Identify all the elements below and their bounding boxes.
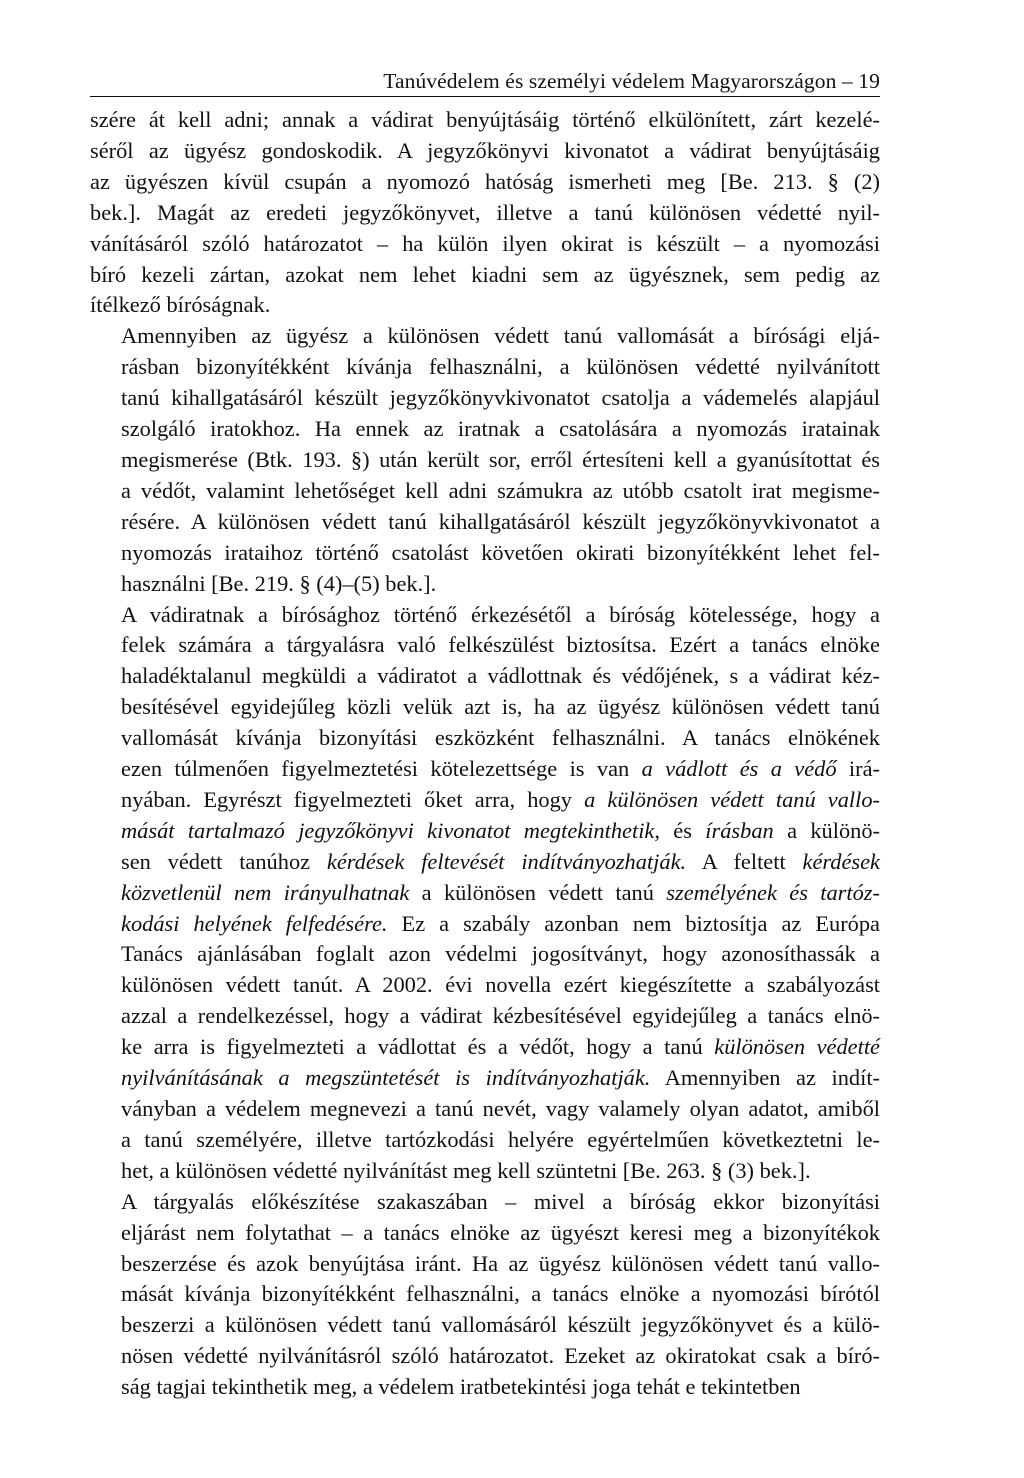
text-line xyxy=(90,1249,880,1280)
paragraph xyxy=(90,1187,880,1403)
paragraph xyxy=(90,600,880,1187)
text-run: a különösen védett tanú xyxy=(409,879,667,905)
text-run: eljárást nem folytathat – a tanács elnöke az ügyészt keresi meg a bizonyítékok xyxy=(121,1219,880,1245)
text-line xyxy=(90,600,880,631)
text-run: kérdések xyxy=(802,848,880,874)
text-line xyxy=(90,816,880,847)
text-line xyxy=(90,785,880,816)
text-line xyxy=(90,383,880,414)
text-line xyxy=(90,136,880,167)
text-run: személyének és tartóz- xyxy=(666,879,880,905)
text-line xyxy=(90,1032,880,1063)
text-line xyxy=(90,1094,880,1125)
text-line xyxy=(90,1187,880,1218)
text-run: írásban xyxy=(705,817,774,843)
text-line xyxy=(90,321,880,352)
text-run: nyomozás irataihoz történő csatolást követően okirati bizonyítékként lehet fel- xyxy=(121,539,880,565)
text-run: bek.]. Magát az eredeti jegyzőkönyvet, illetve a tanú különösen védetté nyil- xyxy=(90,199,880,225)
text-line xyxy=(90,847,880,878)
text-line xyxy=(90,909,880,940)
text-line xyxy=(90,476,880,507)
text-run: nösen védetté nyilvánításról szóló határozatot. Ezeket az okiratokat csak a bíró- xyxy=(121,1343,880,1369)
text-line xyxy=(90,939,880,970)
text-run: közvetlenül nem irányulhatnak xyxy=(121,879,410,905)
text-line xyxy=(90,1001,880,1032)
text-line xyxy=(90,229,880,260)
running-header xyxy=(90,66,880,97)
text-line xyxy=(90,105,880,136)
text-run: ezen túlmenően figyelmeztetési kötelezettsége is van xyxy=(121,756,642,782)
text-line xyxy=(90,661,880,692)
text-run: kérdések feltevését indítványozhatják. xyxy=(326,848,687,874)
text-run: haladéktalanul megküldi a vádiratot a vádlottnak és védőjének, s a vádirat kéz- xyxy=(121,663,880,689)
text-run: azzal a rendelkezéssel, hogy a vádirat kézbesítésével egyidejűleg a tanács elnö- xyxy=(121,1003,880,1029)
text-run: a különö- xyxy=(773,817,880,843)
text-run: ság tagjai tekinthetik meg, a védelem iratbetekintési joga tehát e tekintetben xyxy=(121,1374,801,1400)
paragraph xyxy=(90,321,880,599)
text-run: nyában. Egyrészt figyelmezteti őket arra, hogy xyxy=(121,786,585,812)
page-number: 19 xyxy=(858,69,880,93)
text-run: bíró kezeli zártan, azokat nem lehet kiadni sem az ügyésznek, sem pedig az xyxy=(90,261,880,287)
text-run: a különösen védett tanú vallo- xyxy=(584,786,881,812)
text-run: használni [Be. 219. § (4)–(5) bek.]. xyxy=(121,570,437,596)
text-line xyxy=(90,1310,880,1341)
text-run: vánításáról szóló határozatot – ha külön ilyen okirat is készült – a nyomozási xyxy=(90,230,880,256)
text-run: az ügyészen kívül csupán a nyomozó hatóság ismerheti meg [Be. 213. § (2) xyxy=(90,168,880,194)
text-line xyxy=(90,692,880,723)
text-line xyxy=(90,754,880,785)
text-line xyxy=(90,1341,880,1372)
body-text xyxy=(90,105,880,1403)
text-line xyxy=(90,1063,880,1094)
text-run: Ez a szabály azonban nem biztosítja az Európa xyxy=(387,910,880,936)
text-line xyxy=(90,260,880,291)
text-line xyxy=(90,1125,880,1156)
text-line xyxy=(90,569,880,600)
text-run: beszerzi a különösen védett tanú vallomásáról készült jegyzőkönyvet és a külö- xyxy=(121,1312,880,1338)
text-run: Tanács ajánlásában foglalt azon védelmi jogosítványt, hogy azonosíthassák a xyxy=(121,941,880,967)
text-run: különösen védetté xyxy=(714,1034,880,1060)
text-line xyxy=(90,630,880,661)
text-run: felek számára a tárgyalásra való felkészülést biztosítsa. Ezért a tanács elnöke xyxy=(121,632,880,658)
text-line xyxy=(90,445,880,476)
text-run: A tárgyalás előkészítése szakaszában – mivel a bíróság ekkor bizonyítási xyxy=(121,1188,880,1214)
text-run: A vádiratnak a bírósághoz történő érkezésétől a bíróság kötelessége, hogy a xyxy=(121,601,880,627)
text-run: ványban a védelem megnevezi a tanú nevét, vagy valamely olyan adatot, amiből xyxy=(121,1096,880,1121)
text-line xyxy=(90,290,880,321)
text-run: Amennyiben az ügyész a különösen védett tanú vallomását a bírósági eljá- xyxy=(121,323,880,349)
text-line xyxy=(90,414,880,445)
text-line xyxy=(90,352,880,383)
text-run: het, a különösen védetté nyilvánítást meg kell szüntetni [Be. 263. § (3) bek.]. xyxy=(121,1157,811,1183)
text-line xyxy=(90,167,880,198)
text-run: vallomását kívánja bizonyítási eszközként felhasználni. A tanács elnökének xyxy=(121,725,880,751)
text-run: tanú kihallgatásáról készült jegyzőkönyvkivonatot csatolja a vádemelés alapjául xyxy=(121,385,880,411)
text-run: nyilvánításának a megszüntetését is indítványozhatják. xyxy=(121,1065,651,1091)
text-run: szolgáló iratokhoz. Ha ennek az iratnak a csatolására a nyomozás iratainak xyxy=(121,416,880,442)
text-line xyxy=(90,1156,880,1187)
text-line xyxy=(90,507,880,538)
text-run: résére. A különösen védett tanú kihallgatásáról készült jegyzőkönyvkivonatot a xyxy=(121,508,880,534)
text-run: megismerése (Btk. 193. §) után került sor, erről értesíteni kell a gyanúsítottat és xyxy=(121,446,880,472)
text-line xyxy=(90,723,880,754)
text-run: ítélkező bíróságnak. xyxy=(90,292,271,318)
text-run: szére át kell adni; annak a vádirat benyújtásáig történő elkülönített, zárt kezelé- xyxy=(90,107,880,132)
text-line xyxy=(90,1218,880,1249)
text-run: mását kívánja bizonyítékként felhasználni, a tanács elnöke a nyomozási bírótól xyxy=(121,1281,880,1307)
text-line xyxy=(90,1372,880,1403)
text-line xyxy=(90,970,880,1001)
book-page xyxy=(90,66,880,1403)
text-run: rásban bizonyítékként kívánja felhasználni, a különösen védetté nyilvánított xyxy=(121,354,880,380)
text-run: irá- xyxy=(836,756,880,782)
text-line xyxy=(90,538,880,569)
running-header-title: Tanúvédelem és személyi védelem Magyarországon xyxy=(383,69,837,93)
text-run: séről az ügyész gondoskodik. A jegyzőkönyvi kivonatot a vádirat benyújtásáig xyxy=(90,137,880,163)
text-run: sen védett tanúhoz xyxy=(121,848,327,874)
text-run: A feltett xyxy=(686,848,803,874)
text-run: kodási helyének felfedésére. xyxy=(121,910,388,936)
text-run: , és xyxy=(654,817,706,843)
paragraph xyxy=(90,105,880,321)
text-run: mását tartalmazó jegyzőkönyvi kivonatot megtekinthetik xyxy=(121,817,655,843)
text-line xyxy=(90,1279,880,1310)
text-run: a vádlott és a védő xyxy=(641,756,837,782)
text-line xyxy=(90,198,880,229)
text-run: beszerzése és azok benyújtása iránt. Ha az ügyész különösen védett tanú vallo- xyxy=(121,1250,880,1276)
text-line xyxy=(90,878,880,909)
text-run: besítésével egyidejűleg közli velük azt is, ha az ügyész különösen védett tanú xyxy=(121,694,880,720)
text-run: a tanú személyére, illetve tartózkodási helyére egyértelműen következtetni le- xyxy=(121,1126,880,1152)
text-run: különösen védett tanút. A 2002. évi novella ezért kiegészítette a szabályozást xyxy=(121,972,880,998)
text-run: a védőt, valamint lehetőséget kell adni számukra az utóbb csatolt irat megisme- xyxy=(121,477,880,503)
text-run: Amennyiben az indít- xyxy=(650,1065,881,1091)
text-run: ke arra is figyelmezteti a vádlottat és a védőt, hogy a tanú xyxy=(121,1034,715,1060)
running-header-separator: – xyxy=(841,69,853,93)
